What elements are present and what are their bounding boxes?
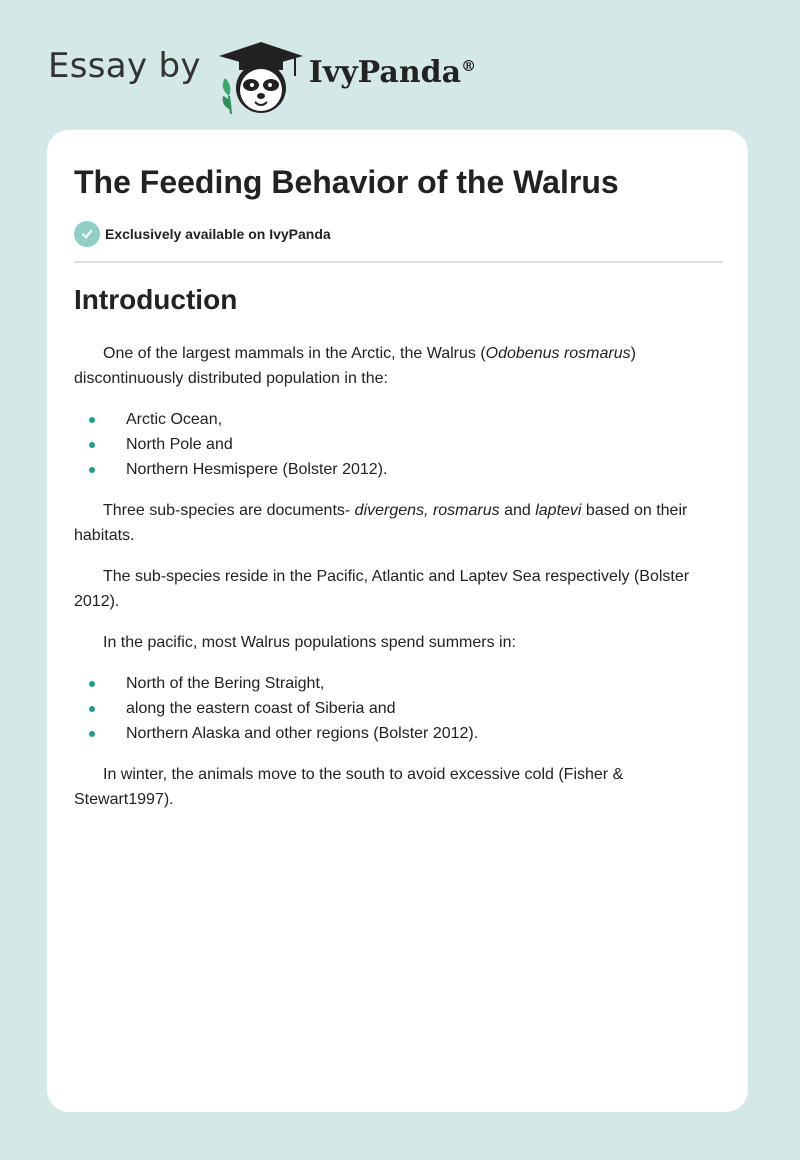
italic-term: laptevi: [535, 502, 582, 519]
paragraph: In the pacific, most Walrus populations spend summers in:: [103, 634, 516, 651]
bullet-list: [74, 407, 724, 482]
paragraph: The sub-species reside in the Pacific, Atlantic and Laptev Sea respectively (Bolster 2012).: [74, 568, 690, 610]
site-header: [48, 34, 508, 114]
paragraph: [74, 498, 724, 548]
essay-by-label: Essay by: [48, 46, 201, 86]
text-run: ) discontinuously distributed population in the:: [74, 345, 636, 387]
text-run: and: [499, 502, 536, 519]
registered-mark: ®: [461, 56, 477, 75]
title-divider: [74, 261, 723, 263]
list-item: North of the Bering Straight,: [74, 671, 724, 696]
essay-body: [74, 283, 724, 828]
list-item: North Pole and: [74, 432, 724, 457]
essay-card: [47, 130, 748, 1112]
check-circle-icon: [74, 221, 100, 247]
list-item: Arctic Ocean,: [74, 407, 724, 432]
text-run: Three sub-species are documents-: [103, 502, 355, 519]
section-heading: Introduction: [74, 284, 238, 315]
italic-term: Odobenus rosmarus: [485, 345, 631, 362]
italic-term: divergens, rosmarus: [354, 502, 500, 519]
badge-label: Exclusively available on IvyPanda: [105, 226, 331, 242]
text-run: based on their habitats.: [74, 502, 688, 544]
bullet-list: [74, 671, 724, 746]
list-item: Northern Hesmispere (Bolster 2012).: [74, 457, 724, 482]
brand-text: IvyPanda: [308, 54, 462, 90]
text-run: One of the largest mammals in the Arctic, the Walrus (: [103, 345, 486, 362]
list-item: along the eastern coast of Siberia and: [74, 696, 724, 721]
panda-logo-icon[interactable]: [215, 38, 307, 118]
page-title: The Feeding Behavior of the Walrus: [74, 164, 619, 200]
paragraph: In winter, the animals move to the south to avoid excessive cold (Fisher & Stewart1997).: [74, 766, 624, 808]
exclusive-badge: [74, 221, 331, 247]
brand-name[interactable]: [309, 55, 476, 90]
list-item: Northern Alaska and other regions (Bolster 2012).: [74, 721, 724, 746]
paragraph: [74, 341, 724, 391]
